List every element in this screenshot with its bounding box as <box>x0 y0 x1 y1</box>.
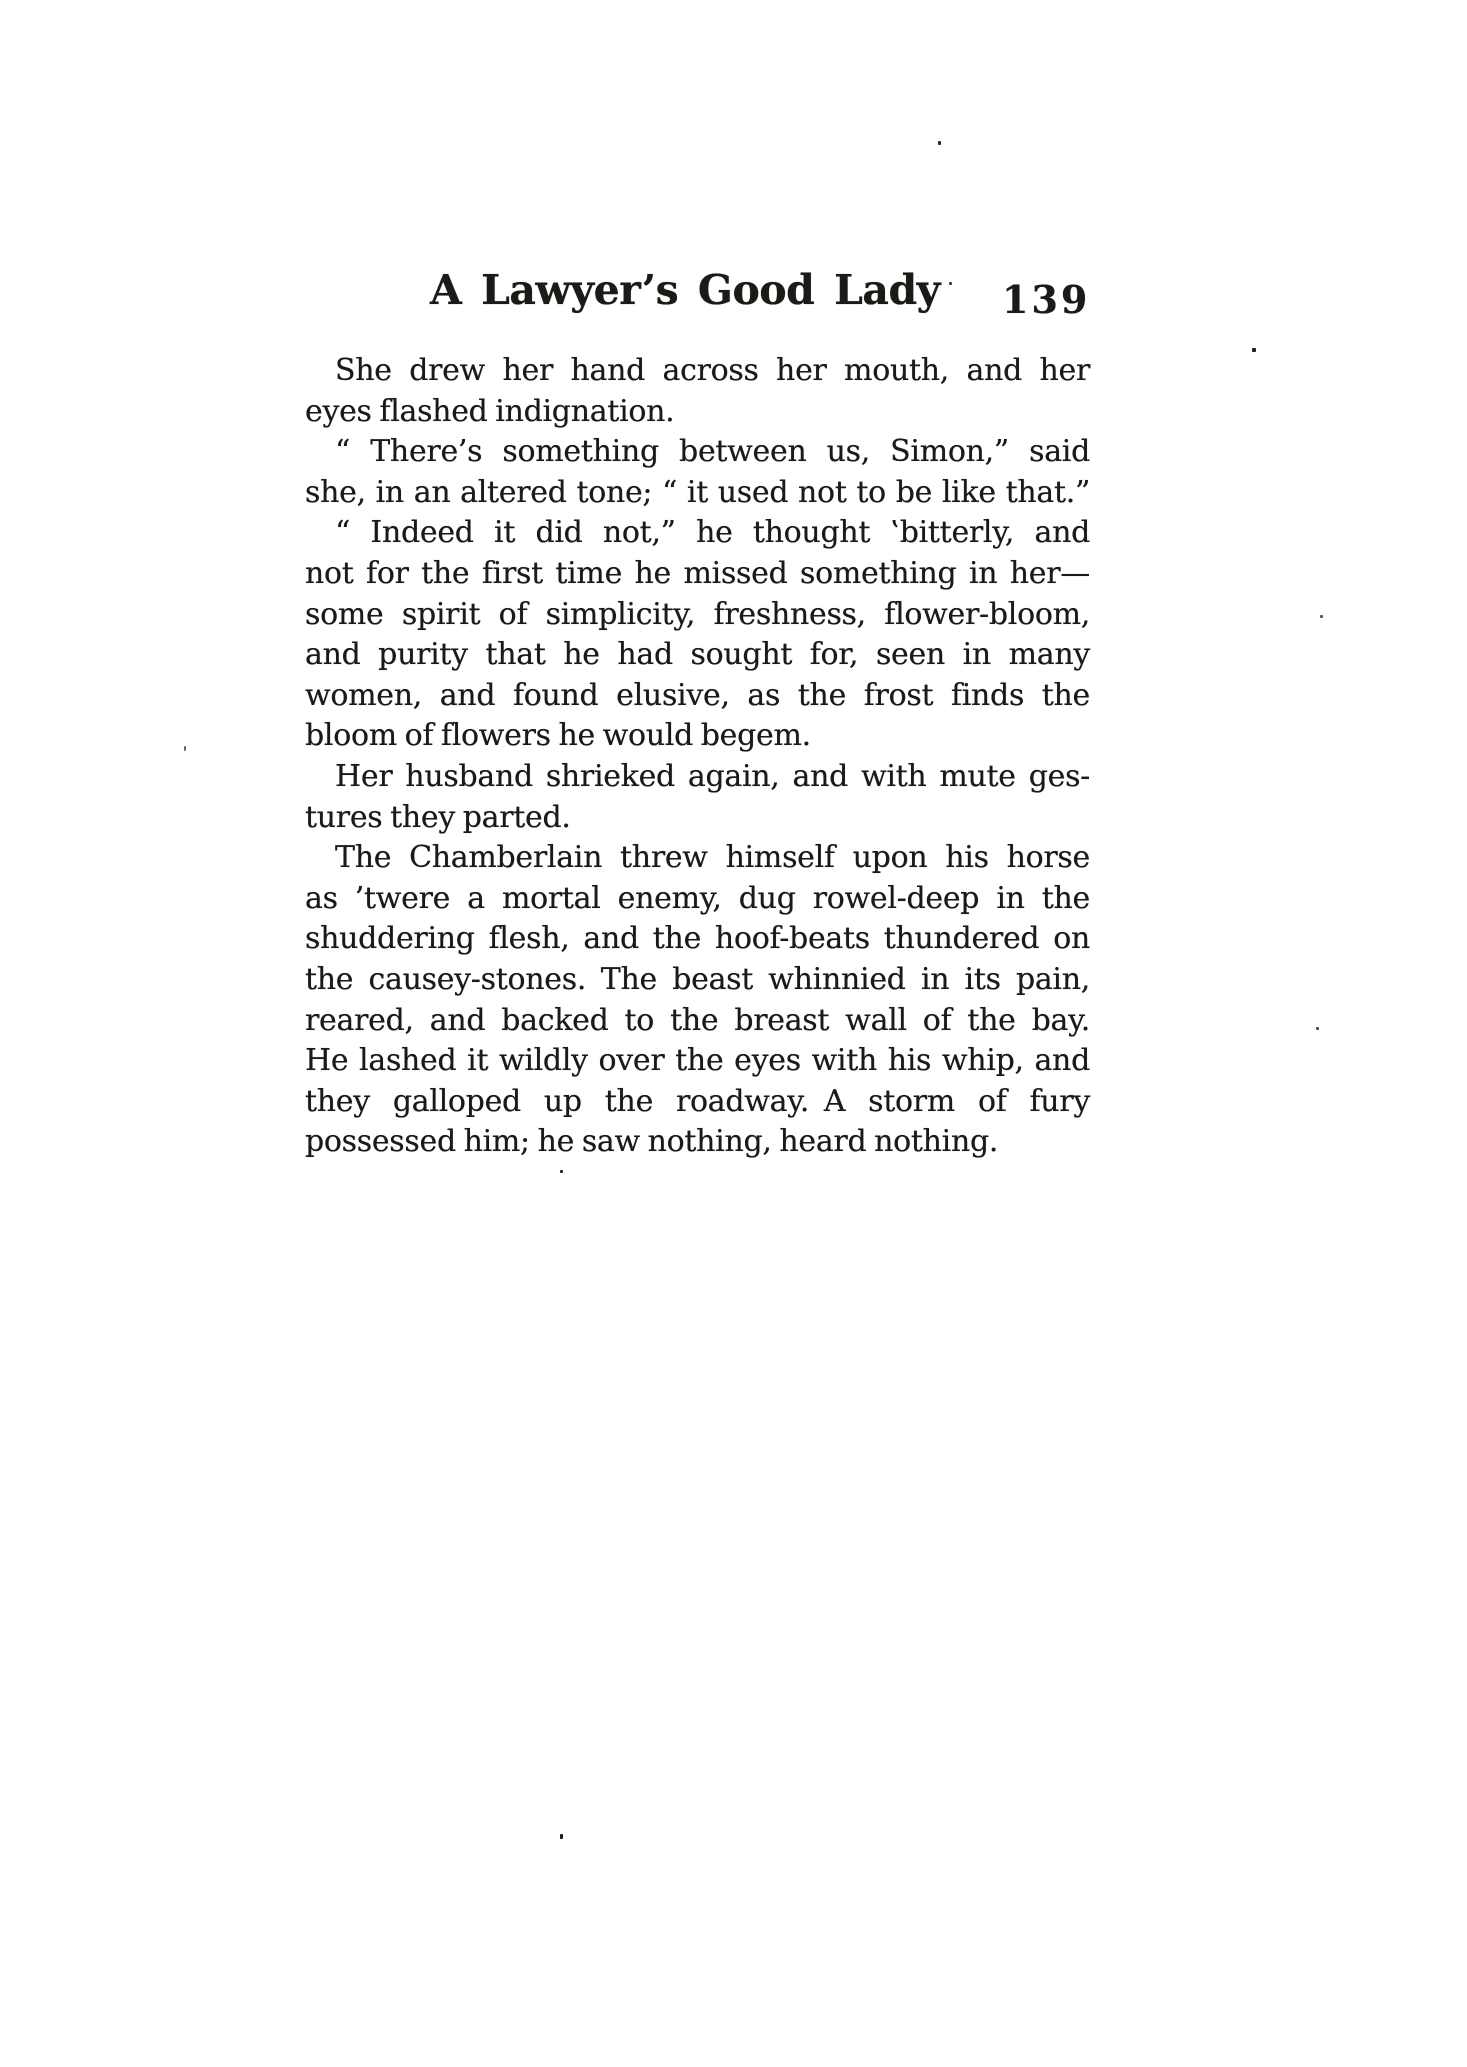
text-line: shuddering flesh, and the hoof-beats thundered on <box>305 921 1090 957</box>
scan-speck <box>949 282 952 285</box>
body-text-block <box>305 351 1090 1163</box>
text-line: He lashed it wildly over the eyes with his whip, and <box>305 1043 1090 1079</box>
text-line: The Chamberlain threw himself upon his horse <box>335 840 1090 876</box>
scan-speck <box>938 141 941 145</box>
text-line: as ’twere a mortal enemy, dug rowel-deep in the <box>305 880 1090 916</box>
text-line: possessed him; he saw nothing, heard nothing. <box>305 1124 999 1160</box>
scan-speck <box>560 1834 563 1839</box>
text-line: “ There’s something between us, Simon,” said <box>335 434 1090 470</box>
text-line: they galloped up the roadway. A storm of fury <box>305 1083 1090 1119</box>
page-number: 139 <box>1002 277 1091 322</box>
text-line: She drew her hand across her mouth, and her <box>335 353 1090 388</box>
text-line: “ Indeed it did not,” he thought ‛bitterly, and <box>335 515 1090 551</box>
text-line: tures they parted. <box>305 799 571 835</box>
text-line: and purity that he had sought for, seen in many <box>305 637 1090 673</box>
text-line: reared, and backed to the breast wall of the bay. <box>305 1002 1090 1038</box>
text-line: women, and found elusive, as the frost finds the <box>305 677 1090 713</box>
scan-speck <box>1316 1027 1319 1030</box>
scan-speck <box>1252 348 1256 352</box>
text-line: bloom of flowers he would begem. <box>305 718 811 754</box>
text-line: eyes flashed indignation. <box>305 393 675 429</box>
text-line: she, in an altered tone; “ it used not to be like that.” <box>305 474 1090 510</box>
running-title: A Lawyer’s Good Lady <box>430 266 940 314</box>
text-line: the causey-stones. The beast whinnied in its pain, <box>305 961 1090 997</box>
scan-speck <box>184 746 186 751</box>
scan-speck <box>1320 615 1323 618</box>
text-line: not for the first time he missed something in her— <box>305 555 1090 591</box>
text-line: Her husband shrieked again, and with mute ges- <box>335 758 1090 794</box>
text-line: some spirit of simplicity, freshness, flower-bloom, <box>305 596 1090 632</box>
scan-speck <box>560 1170 563 1173</box>
